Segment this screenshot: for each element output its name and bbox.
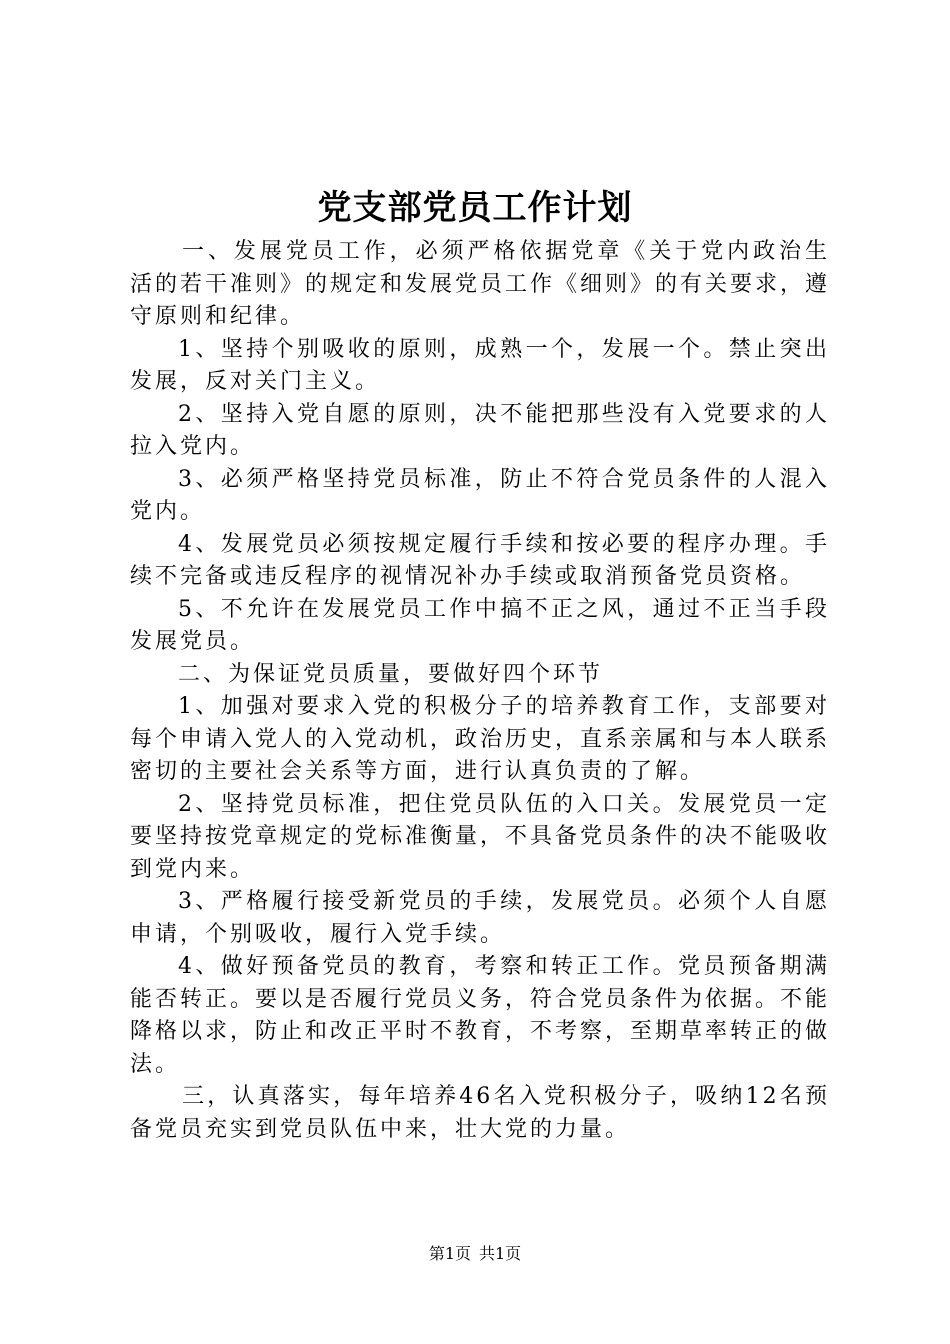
section-2-item-1: 1、加强对要求入党的积极分子的培养教育工作，支部要对每个申请入党人的入党动机，政治历史，直系亲属和与本人联系密切的主要社会关系等方面，进行认真负责的了解。 xyxy=(130,694,831,784)
section-1-item-4: 4、发展党员必须按规定履行手续和按必要的程序办理。手续不完备或违反程序的视情况补办手续或取消预备党员资格。 xyxy=(130,531,830,589)
section-3-paragraph: 三，认真落实，每年培养46名入党积极分子，吸纳12名预备党员充实到党员队伍中来，壮大党的力量。 xyxy=(130,1084,830,1142)
section-1-item-1: 1、坚持个别吸收的原则，成熟一个，发展一个。禁止突出发展，反对关门主义。 xyxy=(130,336,830,394)
section-2-item-2: 2、坚持党员标准，把住党员队伍的入口关。发展党员一定要坚持按党章规定的党标准衡量，不具备党员条件的决不能吸收到党内来。 xyxy=(130,791,831,882)
section-2-item-3: 3、严格履行接受新党员的手续，发展党员。必须个人自愿申请，个别吸收，履行入党手续。 xyxy=(130,889,830,947)
section-1-item-2: 2、坚持入党自愿的原则，决不能把那些没有入党要求的人拉入党内。 xyxy=(130,401,830,459)
section-1-heading: 一、发展党员工作，必须严格依据党章《关于党内政治生活的若干准则》的规定和发展党员工作《细则》的有关要求，遵守原则和纪律。 xyxy=(130,239,831,329)
section-2-item-4: 4、做好预备党员的教育，考察和转正工作。党员预备期满能否转正。要以是否履行党员义务，符合党员条件为依据。不能降格以求，防止和改正平时不教育，不考察，至期草率转正的做法。 xyxy=(130,954,831,1077)
section-1-item-5: 5、不允许在发展党员工作中搞不正之风，通过不正当手段发展党员。 xyxy=(130,596,830,654)
page-total: 共1页 xyxy=(479,1244,522,1263)
document-title: 党支部党员工作计划 xyxy=(317,188,633,228)
page-number: 第1页 xyxy=(428,1244,471,1263)
section-1-item-3: 3、必须严格坚持党员标准，防止不符合党员条件的人混入党内。 xyxy=(130,466,830,524)
document-body xyxy=(130,236,830,1146)
section-2-heading: 二、为保证党员质量，要做好四个环节 xyxy=(178,661,604,687)
page-footer xyxy=(0,1243,950,1265)
